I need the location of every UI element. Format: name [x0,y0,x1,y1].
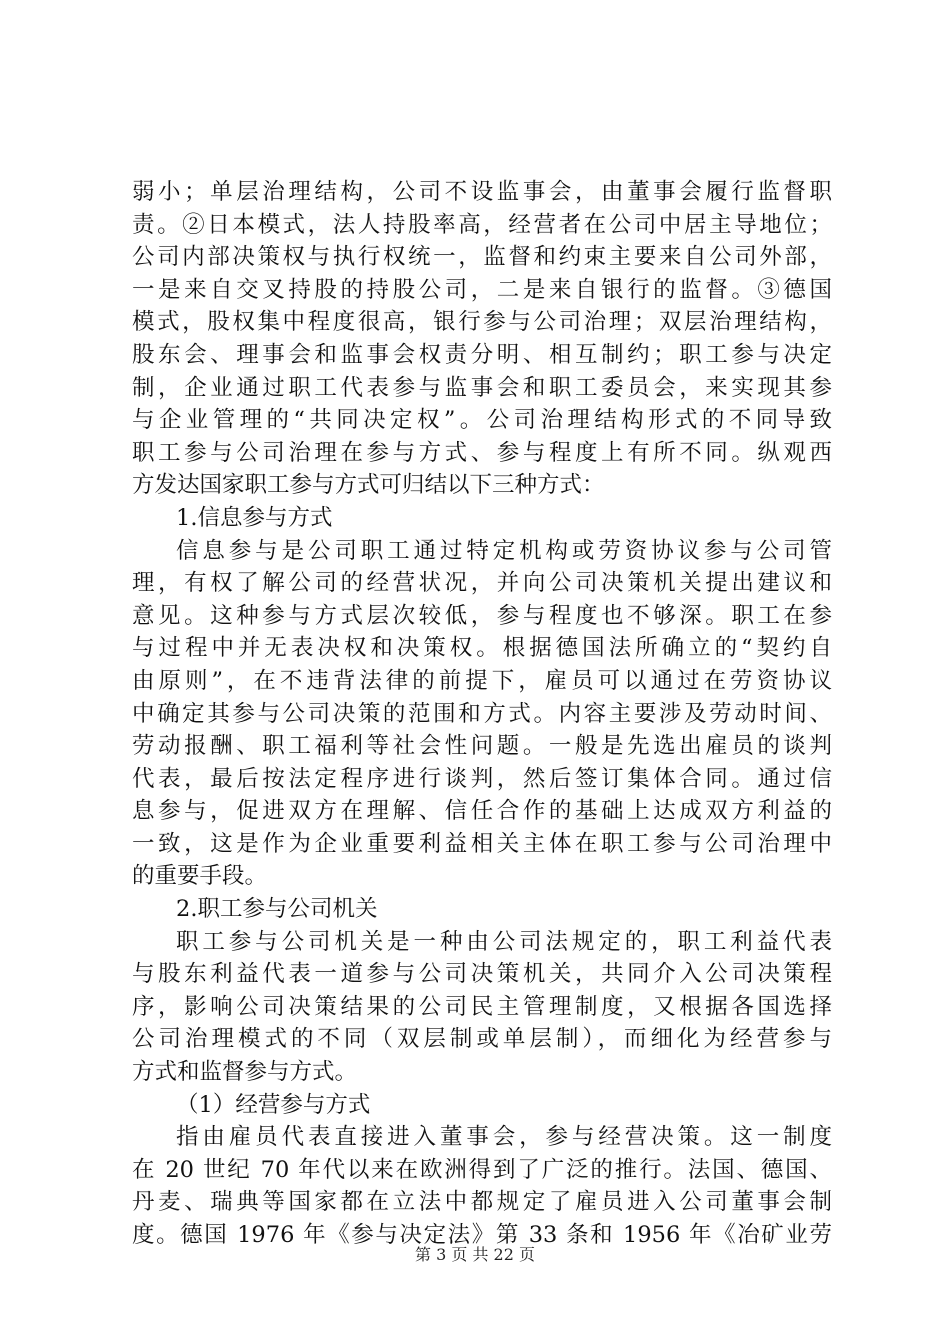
section-heading: 2.职工参与公司机关 [176,896,378,923]
text-line: 代表，最后按法定程序进行谈判，然后签订集体合同。通过信 [132,765,832,792]
text-line: 在 20 世纪 70 年代以来在欧洲得到了广泛的推行。法国、德国、 [132,1156,832,1183]
document-body [132,176,832,1252]
text-line: 的重要手段。 [132,863,268,890]
text-line: 中确定其参与公司决策的范围和方式。内容主要涉及劳动时间、 [132,700,832,727]
text-line: 由原则”，在不违背法律的前提下，雇员可以通过在劳资协议 [132,667,832,694]
paragraph-first-line: 指由雇员代表直接进入董事会，参与经营决策。这一制度 [176,1124,832,1151]
text-line: 方式和监督参与方式。 [132,1059,358,1086]
paragraph-first-line: 信息参与是公司职工通过特定机构或劳资协议参与公司管 [176,537,832,564]
text-line: 公司内部决策权与执行权统一，监督和约束主要来自公司外部， [132,244,832,271]
page-footer: 第 3 页 共 22 页 [415,1245,535,1264]
text-line: 劳动报酬、职工福利等社会性问题。一般是先选出雇员的谈判 [132,733,832,760]
text-line: 一致，这是作为企业重要利益相关主体在职工参与公司治理中 [132,830,832,857]
text-line: 责。②日本模式，法人持股率高，经营者在公司中居主导地位； [132,211,832,238]
text-line: 模式，股权集中程度很高，银行参与公司治理；双层治理结构， [132,309,832,336]
text-line: 丹麦、瑞典等国家都在立法中都规定了雇员进入公司董事会制 [132,1189,832,1216]
text-line: 意见。这种参与方式层次较低，参与程度也不够深。职工在参 [132,602,832,629]
text-line: 股东会、理事会和监事会权责分明、相互制约；职工参与决定 [132,341,832,368]
text-line: 与过程中并无表决权和决策权。根据德国法所确立的“契约自 [132,635,832,662]
text-line: 职工参与公司治理在参与方式、参与程度上有所不同。纵观西 [132,439,832,466]
text-line: 公司治理模式的不同（双层制或单层制），而细化为经营参与 [132,1026,832,1053]
text-line: 与企业管理的“共同决定权”。公司治理结构形式的不同导致 [132,407,832,434]
text-line: 序，影响公司决策结果的公司民主管理制度，又根据各国选择 [132,993,832,1020]
section-heading: 1.信息参与方式 [176,504,333,531]
text-line: 方发达国家职工参与方式可归结以下三种方式： [132,472,605,499]
text-line: 息参与，促进双方在理解、信任合作的基础上达成双方利益的 [132,798,832,825]
text-line: 一是来自交叉持股的持股公司，二是来自银行的监督。③德国 [132,276,832,303]
text-line: 弱小；单层治理结构，公司不设监事会，由董事会履行监督职 [132,179,832,205]
text-line: 制，企业通过职工代表参与监事会和职工委员会，来实现其参 [132,374,832,401]
section-heading: （1）经营参与方式 [176,1091,371,1118]
text-line: 度。德国 1976 年《参与决定法》第 33 条和 1956 年《冶矿业劳 [132,1222,832,1248]
text-line: 理，有权了解公司的经营状况，并向公司决策机关提出建议和 [132,570,832,597]
text-line: 与股东利益代表一道参与公司决策机关，共同介入公司决策程 [132,961,832,988]
paragraph-first-line: 职工参与公司机关是一种由公司法规定的，职工利益代表 [176,928,832,955]
